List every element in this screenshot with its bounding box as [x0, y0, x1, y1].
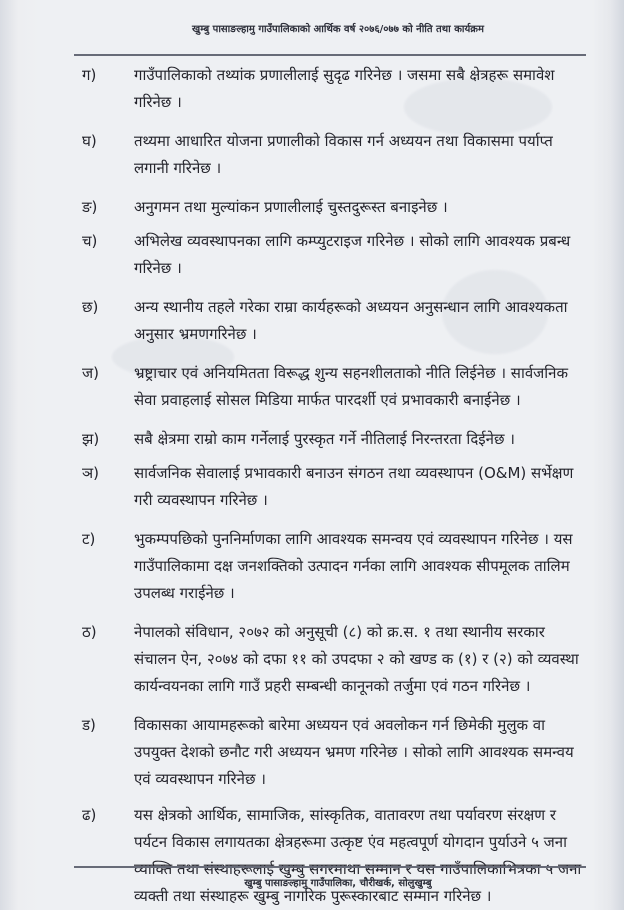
item-text: अभिलेख व्यवस्थापनका लागि कम्प्युटराइज गरिनेछ । सोको लागि आवश्यक प्रबन्ध गरिनेछ ।: [134, 232, 571, 277]
item-text: सबै क्षेत्रमा राम्रो काम गर्नेलाई पुरस्कृत गर्ने नीतिलाई निरन्तरता दिईनेछ ।: [134, 430, 515, 448]
list-item: [82, 294, 590, 348]
item-text: अनुगमन तथा मुल्यांकन प्रणालीलाई चुस्तदुरूस्त बनाइनेछ ।: [134, 198, 448, 216]
list-item: [82, 228, 590, 282]
item-label: ड): [82, 716, 96, 734]
item-text: अन्य स्थानीय तहले गरेका राम्रा कार्यहरूको अध्ययन अनुसन्धान लागि आवश्यकता अनुसार भ्रमणगरिनेछ ।: [134, 298, 568, 343]
item-label: झ): [82, 430, 100, 448]
item-label: ट): [82, 530, 96, 548]
list-item: [82, 194, 590, 221]
page-header: खुम्बु पासाङल्हामु गाउँपालिकाको आर्थिक वर्ष २०७६/०७७ को नीति तथा कार्यक्रम: [192, 24, 484, 35]
list-item: [82, 526, 590, 607]
list-item: [82, 128, 590, 182]
item-label: च): [82, 232, 98, 250]
footer-divider: [74, 866, 586, 868]
item-label: ञ): [82, 464, 99, 482]
list-item: [82, 619, 590, 700]
header-divider: [74, 54, 586, 56]
item-label: ठ): [82, 623, 97, 641]
item-text: विकासका आयामहरूको बारेमा अध्ययन एवं अवलोकन गर्न छिमेकी मुलुक वा उपयुक्त देशको छनौट गरी अध्ययन भ्रमण गरिनेछ । सोको लागि आवश्यक समन्वय एवं व्यवस्थापन गरिनेछ ।: [134, 716, 574, 788]
item-label: ज): [82, 364, 99, 382]
item-label: घ): [82, 132, 97, 150]
page-footer: खुम्बु पासाङल्हामु गाउँपालिका, चौरीखर्क, सोलुखुम्बु: [244, 878, 432, 889]
item-text: गाउँपालिकाको तथ्यांक प्रणालीलाई सुदृढ गरिनेछ । जसमा सबै क्षेत्रहरू समावेश गरिनेछ ।: [134, 66, 555, 111]
list-item: [82, 802, 590, 910]
list-item: [82, 62, 590, 116]
list-item: [82, 360, 590, 414]
item-label: ङ): [82, 198, 98, 216]
item-label: ढ): [82, 806, 97, 824]
item-label: ग): [82, 66, 97, 84]
item-text: यस क्षेत्रको आर्थिक, सामाजिक, सांस्कृतिक, वातावरण तथा पर्यावरण संरक्षण र पर्यटन विकास लगायतका क्षेत्रहरूमा उत्कृष्ट एंव महत्वपूर्ण योगदान पुर्याउने ५ जना व्याक्ति तथा संस्थाहरूलाई खुम्बु सगरमाथा सम्मान र यस गाउँपालिकाभित्रका ५ जना व्यक्ती तथा संस्थाहरू खुम्बु नागरिक पुरूस्कारबाट सम्मान गरिनेछ ।: [134, 806, 582, 905]
item-text: तथ्यमा आधारित योजना प्रणालीको विकास गर्न अध्ययन तथा विकासमा पर्याप्त लगानी गरिनेछ ।: [134, 132, 553, 177]
item-text: भुकम्पपछिको पुननिर्माणका लागि आवश्यक समन्वय एवं व्यवस्थापन गरिनेछ । यस गाउँपालिकामा दक्ष जनशक्तिको उत्पादन गर्नका लागि आवश्यक सीपमूलक तालिम उपलब्ध गराईनेछ ।: [134, 530, 573, 602]
item-text: नेपालको संविधान, २०७२ को अनुसूची (८) को क्र.स. १ तथा स्थानीय सरकार संचालन ऐन, २०७४ को दफा ११ को उपदफा २ को खण्ड क (१) र (२) को व्यवस्था कार्यन्वयनका लागि गाउँ प्रहरी सम्बन्धी कानूनको तर्जुमा एवं गठन गरिनेछ ।: [134, 623, 579, 695]
list-item: [82, 426, 590, 453]
item-text: सार्वजनिक सेवालाई प्रभावकारी बनाउन संगठन तथा व्यवस्थापन (O&M) सर्भेक्षण गरी व्यवस्थापन गरिनेछ ।: [134, 464, 574, 509]
item-label: छ): [82, 298, 99, 316]
list-item: [82, 460, 590, 514]
list-item: [82, 712, 590, 793]
item-text: भ्रष्ट्राचार एवं अनियमितता विरूद्ध शुन्य सहनशीलताको नीति लिईनेछ । सार्वजनिक सेवा प्रवाहलाई सोसल मिडिया मार्फत पारदर्शी एवं प्रभावकारी बनाईनेछ ।: [134, 364, 569, 409]
policy-list: [82, 62, 590, 910]
